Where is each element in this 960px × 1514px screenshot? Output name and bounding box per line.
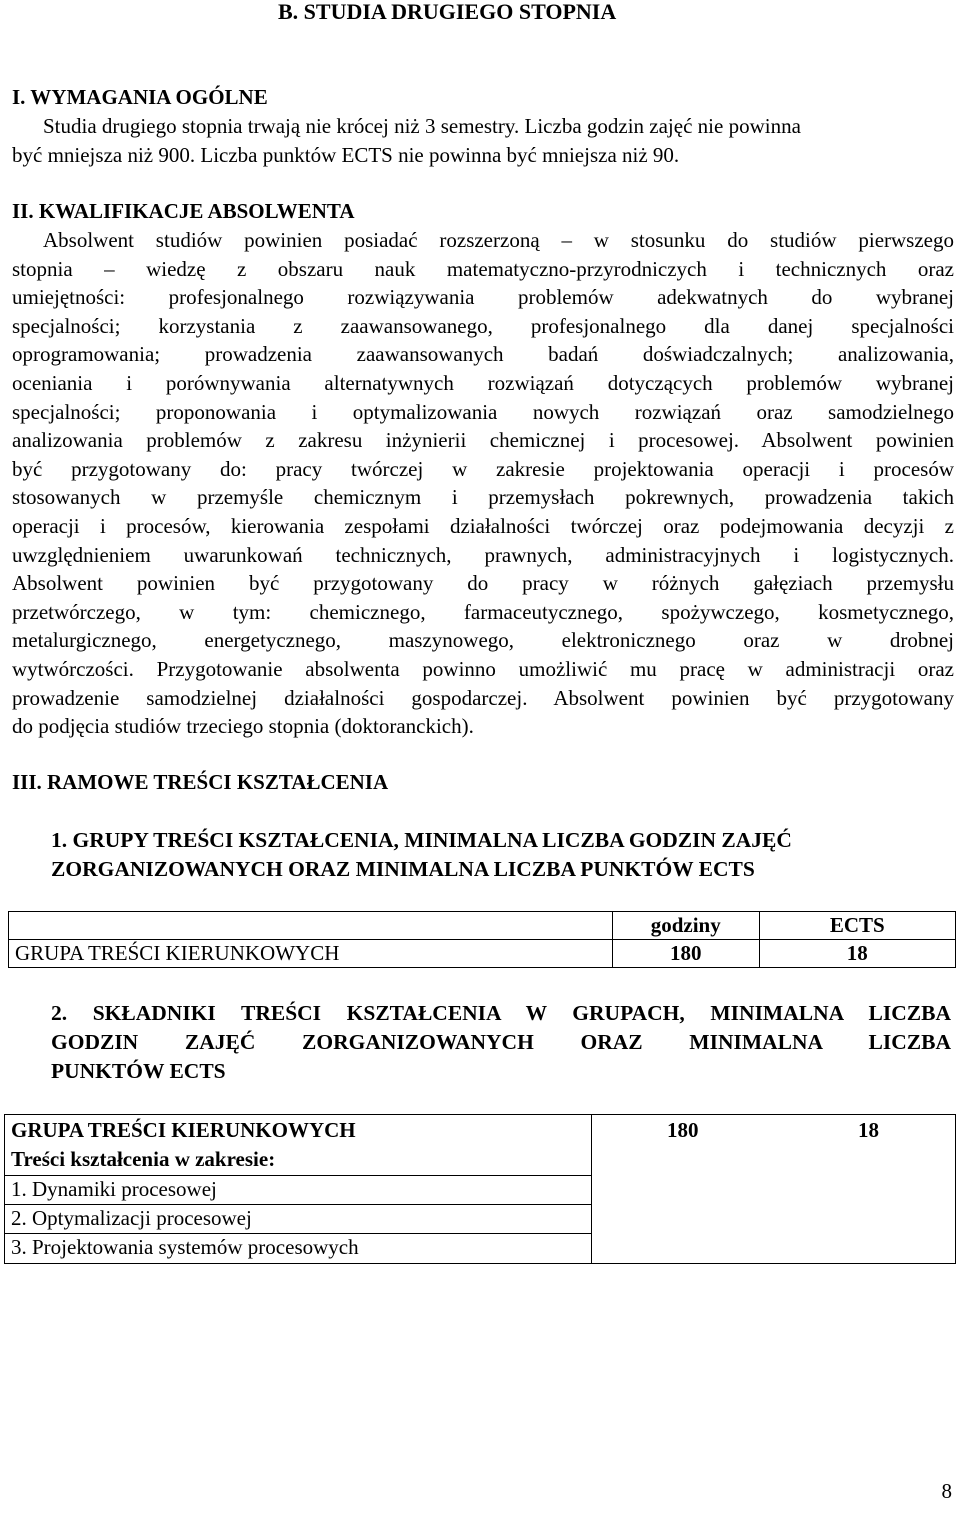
section-2-line: metalurgicznego, energetycznego, maszynowego, elektronicznego oraz w drobnej (12, 628, 954, 653)
section-2-line: przetwórczego, w tym: chemicznego, farmaceutycznego, spożywczego, kosmetycznego, (12, 599, 954, 624)
groups-table-row-ects: 18 (759, 940, 955, 968)
components-item: 3. Projektowania systemów procesowych (11, 1235, 359, 1259)
subsection-2-line: PUNKTÓW ECTS (51, 1059, 226, 1083)
section-2-heading: II. KWALIFIKACJE ABSOLWENTA (12, 199, 355, 223)
groups-table-header-ects: ECTS (759, 912, 955, 940)
section-2-line: Absolwent studiów powinien posiadać rozszerzoną – w stosunku do studiów pierwszego (43, 228, 954, 252)
section-2-line: stosowanych w przemyśle chemicznym i przemysłach pokrewnych, prowadzenia takich (12, 485, 954, 510)
page-number: 8 (941, 1479, 952, 1503)
section-2-line: prowadzenie samodzielnej działalności gospodarczej. Absolwent powinien być przygotowany (12, 685, 954, 710)
document-title: B. STUDIA DRUGIEGO STOPNIA (278, 0, 617, 24)
section-2-line: analizowania problemów z zakresu inżynierii chemicznej i procesowej. Absolwent powinien (12, 428, 954, 453)
section-2-line: specjalności; proponowania i optymalizowania nowych rozwiązań oraz samodzielnego (12, 399, 954, 424)
section-2-line: oprogramowania; prowadzenia zaawansowanych badań doświadczalnych; analizowania, (12, 342, 954, 367)
section-2-line: Absolwent powinien być przygotowany do pracy w różnych gałęziach przemysłu (12, 571, 954, 596)
section-2-body (12, 226, 954, 741)
section-2-line: być przygotowany do: pracy twórczej w zakresie projektowania operacji i procesów (12, 456, 954, 481)
groups-table-header-hours: godziny (612, 912, 759, 940)
components-ects: 18 (858, 1118, 879, 1142)
subsection-2-heading (51, 999, 951, 1086)
components-scope-label: Treści kształcenia w zakresie: (11, 1147, 276, 1171)
section-3-heading: III. RAMOWE TREŚCI KSZTAŁCENIA (12, 770, 389, 794)
section-2-line: oceniania i porównywania alternatywnych rozwiązań dotyczących problemów wybranej (12, 370, 954, 395)
groups-table-empty-cell (9, 912, 613, 940)
subsection-2-line: 2. SKŁADNIKI TREŚCI KSZTAŁCENIA W GRUPACH, MINIMALNA LICZBA (51, 1001, 951, 1025)
subsection-1-line: ZORGANIZOWANYCH ORAZ MINIMALNA LICZBA PUNKTÓW ECTS (51, 857, 755, 881)
section-2-line: do podjęcia studiów trzeciego stopnia (doktoranckich). (12, 714, 474, 739)
section-2-line: wytwórczości. Przygotowanie absolwenta powinno umożliwić mu pracę w administracji oraz (12, 656, 954, 681)
section-1-line: być mniejsza niż 900. Liczba punktów ECTS nie powinna być mniejsza niż 90. (12, 143, 680, 167)
groups-table-row-hours: 180 (612, 940, 759, 968)
components-group-label: GRUPA TREŚCI KIERUNKOWYCH (11, 1118, 356, 1142)
components-item: 1. Dynamiki procesowej (11, 1177, 217, 1201)
components-table (4, 1114, 956, 1264)
groups-table-row-label: GRUPA TREŚCI KIERUNKOWYCH (9, 940, 613, 968)
components-item: 2. Optymalizacji procesowej (11, 1206, 252, 1230)
section-2-line: stopnia – wiedzę z obszaru nauk matematyczno-przyrodniczych i technicznych oraz (12, 256, 954, 281)
subsection-2-line: GODZIN ZAJĘĆ ZORGANIZOWANYCH ORAZ MINIMALNA LICZBA (51, 1030, 951, 1054)
components-table-divider (591, 1115, 592, 1263)
section-2-line: specjalności; korzystania z zaawansowanego, profesjonalnego dla danej specjalności (12, 313, 954, 338)
components-hours: 180 (667, 1118, 699, 1142)
section-2-line: uwzględnieniem uwarunkowań technicznych, prawnych, administracyjnych i logistycznych. (12, 542, 954, 567)
groups-table (8, 911, 956, 968)
section-2-line: umiejętności: profesjonalnego rozwiązywania problemów adekwatnych do wybranej (12, 285, 954, 310)
section-1-line: Studia drugiego stopnia trwają nie krócej niż 3 semestry. Liczba godzin zajęć nie powinna (43, 114, 801, 138)
section-2-line: operacji i procesów, kierowania zespołami działalności twórczej oraz podejmowania decyzji z (12, 513, 954, 538)
subsection-1-line: 1. GRUPY TREŚCI KSZTAŁCENIA, MINIMALNA LICZBA GODZIN ZAJĘĆ (51, 828, 792, 852)
section-1-heading: I. WYMAGANIA OGÓLNE (12, 85, 268, 109)
subsection-1-heading (51, 826, 951, 884)
